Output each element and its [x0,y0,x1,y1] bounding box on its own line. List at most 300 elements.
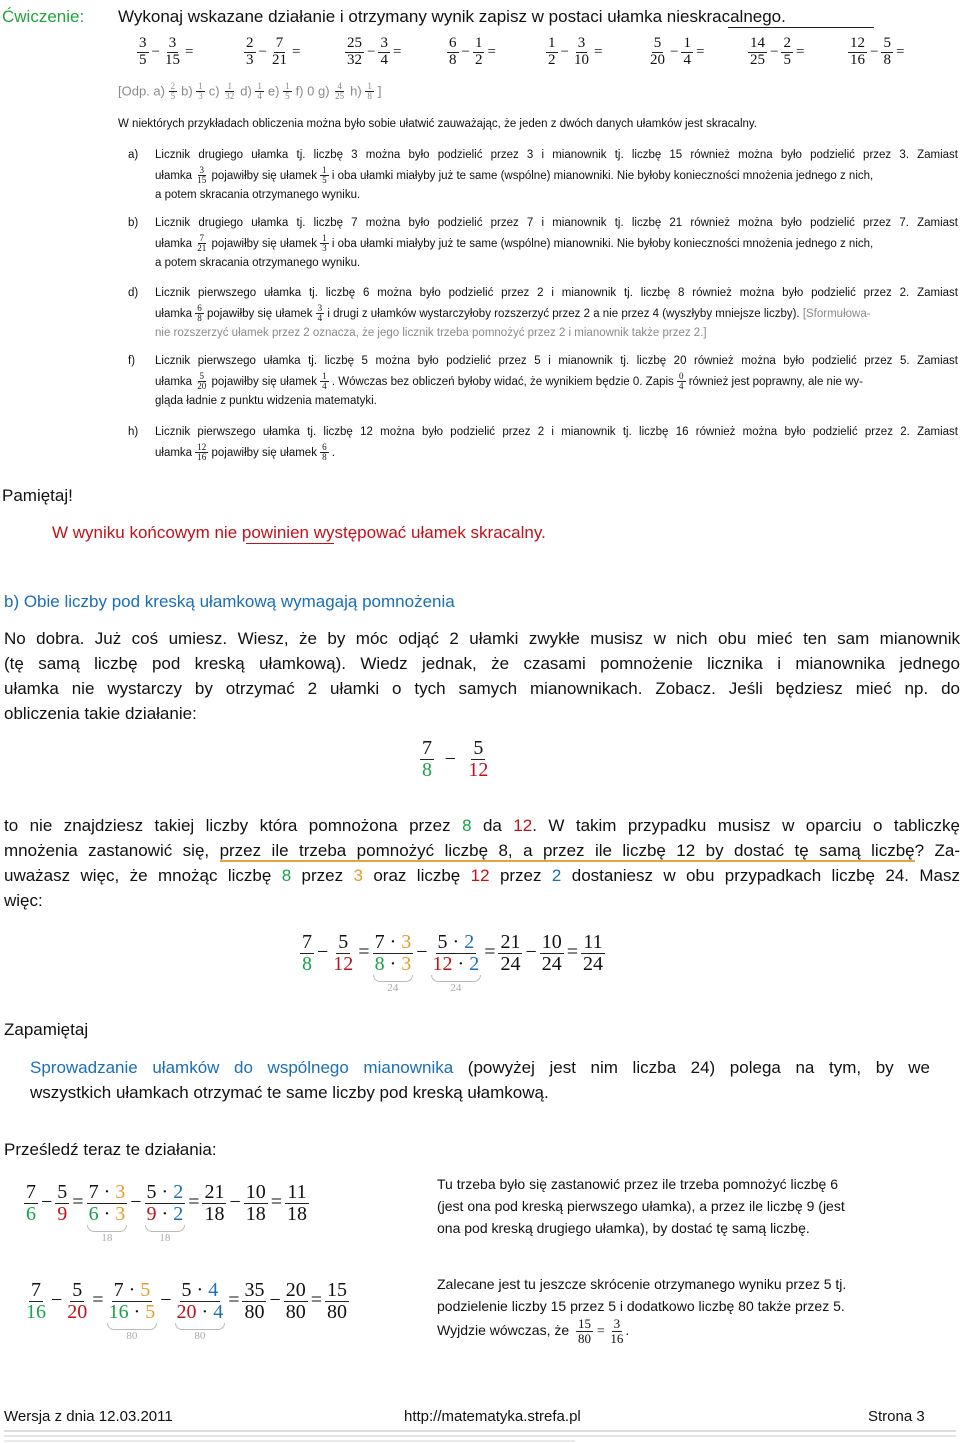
hint-line: a potem skracania otrzymanego wyniku. [155,188,361,201]
exercise-item [345,36,404,69]
example-2 [300,931,605,994]
operator: − [51,1288,63,1311]
fraction [163,36,182,69]
numerator: 3 [199,165,205,175]
denominator: 15 [164,51,180,68]
numerator: 2 [246,35,254,51]
text: pojawiłby się ułamek [203,307,316,320]
numerator: 7 · 3 [88,1181,126,1203]
denominator: 8 [449,51,457,68]
exercise-item [244,36,303,69]
denominator: 24 [583,953,604,975]
denominator: 21 [271,51,287,68]
numerator: 11 [287,1181,307,1203]
operator: = [270,1190,283,1213]
hint-line: nie rozszerzyć ułamek przez 2 oznacza, że jego licznik trzeba pomnożyć przez 2 i mianownik także przez 2.] [155,326,707,339]
answer-label: c) [208,83,224,99]
operator: − [160,1288,172,1311]
denominator: 21 [197,243,207,254]
numerator: 1 [322,165,327,175]
expanded-fraction [87,1181,128,1244]
numerator: 3 [380,35,388,51]
brace-annotation: 18 [145,1225,186,1244]
text: mnożenia zastanowić się, [4,841,220,860]
text: ułamka [155,375,196,388]
numerator: 21 [500,931,521,953]
operator: = [392,44,402,61]
text: i drugi z ułamków wystarczyłoby rozszerzyć przez 2 a nie przez 4 (wyszłyby mniejsze liczby). [324,307,800,320]
operator: = [72,1190,84,1213]
denominator: 16 [26,1301,46,1323]
operator: = [795,44,805,61]
text-underline [728,27,874,28]
hint-line [155,443,958,463]
denominator: 8 [197,313,202,324]
fraction [316,304,325,324]
answer-label: g) [317,83,334,99]
answers-line [118,82,381,102]
text: 8 [462,816,472,835]
denominator: 9 [57,1203,68,1225]
fraction [283,82,292,102]
operator: = [184,44,194,61]
operator: = [228,1288,240,1311]
text: ułamka [155,169,196,182]
numerator: 5 [473,737,484,759]
hint-intro: W niektórych przykładach obliczenia można było sobie ułatwić zauważając, że jeden z dwóch danych ułamków jest skracalny. [118,118,757,130]
operator: − [130,1190,142,1213]
denominator: 25 [750,51,765,68]
fraction [331,932,355,975]
denominator: 10 [573,51,589,68]
numerator: 11 [583,931,603,953]
fraction [320,443,329,463]
text: . [328,446,336,459]
para-line: (tę samą liczbę pod kreską ułamkową). Wiedz jednak, że czasami pomnożenie licznika i mianownika jednego [4,654,960,673]
denominator: 8 [322,452,327,463]
text: ułamka [155,237,196,250]
brace-annotation: 24 [431,975,482,994]
exercise-instruction [118,7,786,27]
denominator: 4 [380,51,388,68]
hint-line [155,372,958,392]
brace-annotation: 80 [107,1323,158,1342]
hint-letter: h) [128,426,139,438]
para-line: No dobra. Już coś umiesz. Wiesz, że by móc odjąć 2 ułamki zwykłe musisz w nich obu mieć ten sam mianownik [4,629,960,648]
fraction [223,82,236,102]
answer-label: b) [181,83,197,99]
numerator: 6 [197,303,202,313]
fraction [325,1280,349,1323]
numerator: 25 [347,35,362,51]
fraction [300,932,314,975]
fraction [169,82,178,102]
fraction [24,1182,38,1225]
operator: − [525,940,537,963]
denominator: 5 [285,91,290,102]
denominator: 80 [327,1301,348,1323]
text: również jest poprawny, ale nie wy- [685,375,863,388]
denominator: 9 · 2 [146,1203,184,1225]
denominator: 32 [347,51,362,68]
text: pojawiłby się ułamek [208,446,321,459]
denominator: 5 [783,51,791,68]
fraction [284,1280,308,1323]
text: pojawiłby się ułamek [208,237,321,250]
expanded-fraction [145,1181,186,1244]
numerator: 7 · 3 [374,931,412,953]
denominator: 15 [197,175,207,186]
example-1: $\frac{7}{8}$ − $\frac{5}{12}$ [422,737,489,781]
numerator: 5 [199,371,205,381]
text: podzielenie liczby 15 przez 5 i dodatkowo liczbę 80 także przez 5. [437,1298,845,1314]
text: wszystkich ułamkach otrzymać te same liczby pod kreską ułamkową. [30,1083,549,1102]
exercise-item [447,36,499,69]
answers-suffix: ] [377,83,382,99]
example-4 [24,1279,349,1342]
denominator: 12 [333,953,354,975]
text: Zalecane jest tu jeszcze skrócenie otrzymanego wyniku przez 5 tj. [437,1276,847,1292]
trace-label: Prześledź teraz te działania: [4,1140,217,1159]
fraction [195,234,208,254]
operator: = [291,44,301,61]
text: oraz liczbę [362,866,471,885]
denominator: 24 [541,953,562,975]
numerator: 1 [227,81,232,91]
denominator: 8 [883,51,891,68]
fraction [285,1182,309,1225]
numerator: 21 [204,1181,225,1203]
note-1 [437,1173,937,1239]
denominator: 18 [245,1203,266,1225]
denominator: 8 [422,759,432,781]
note-2: Zalecane jest tu jeszcze skrócenie otrzymanego wyniku przez 5 tj. podzielenie liczby 15 przez 5 i dodatkowo liczbę 80 także przez 5. Wyjdzie wówczas, że $\frac{15}{80}$ = $\frac{3}{16}$ . [437,1273,957,1345]
text: . Wówczas bez obliczeń byłoby widać, że wynikiem będzie 0. Zapis [328,375,674,388]
answer-label: h) [350,83,366,99]
para-line: ułamka nie wystarczy by otrzymać 2 ułamki o tych samych mianownikach. Zobacz. Jeśli będziesz mieć np. do [4,679,960,698]
numerator: 3 [577,35,586,51]
denominator: 8 [367,91,372,102]
text: (powyżej jest nim liczba 24) polega na tym, by we [453,1058,930,1077]
numerator: 1 [548,35,556,51]
fraction [681,36,693,69]
footer-url[interactable]: http://matematyka.strefa.pl [404,1408,581,1425]
remember-text: W wyniku końcowym nie powinien występować ułamek skracalny. [52,523,546,542]
hint-letter: b) [128,217,139,229]
numerator: 1 [198,81,203,91]
exercise-item [648,36,707,69]
operator: − [367,44,376,61]
denominator: 5 [322,175,327,186]
fraction [195,166,208,186]
numerator: 35 [244,1279,265,1301]
operator: − [269,1288,281,1311]
numerator: 5 · 4 [181,1279,219,1301]
zapamietaj-label: Zapamiętaj [4,1020,89,1039]
hint-line: a potem skracania otrzymanego wyniku. [155,256,361,269]
text: i oba ułamki miałyby już te same (wspólne) mianowniki. Nie byłoby konieczności mnożenia jednego z nich, [328,169,874,182]
fraction [244,1182,268,1225]
numerator: 5 [883,35,891,51]
hint-line [155,234,958,254]
exercise-item [137,36,196,69]
expanded-fraction [107,1279,158,1342]
denominator: 8 · 3 [374,953,412,975]
numerator: 10 [541,931,562,953]
numerator: 7 [31,1279,41,1301]
section-title: b) Obie liczby pod kreską ułamkową wymagają pomnożenia [4,592,455,611]
numerator: 15 [578,1316,592,1331]
fraction [540,932,564,975]
denominator: 3 [198,91,203,102]
denominator: 32 [225,91,235,102]
denominator: 16 [610,1330,624,1346]
numerator: 6 [449,35,457,51]
numerator: 12 [197,442,207,452]
numerator: 15 [327,1279,348,1301]
fraction [781,36,793,69]
text: i oba ułamki miałyby już te same (wspólne) mianowniki. Nie byłoby konieczności mnożenia jednego z nich, [328,237,874,250]
remember-label: Pamiętaj! [2,486,73,505]
text: 12 [470,866,490,885]
numerator: 3 [139,35,147,51]
denominator: 6 [26,1203,36,1225]
operator: − [416,940,428,963]
denominator: 16 · 5 [108,1301,156,1323]
denominator: 4 [322,381,327,392]
operator: = [188,1190,200,1213]
denominator: 3 [322,243,327,254]
numerator: 3 [613,1316,621,1331]
fraction [255,82,264,102]
fraction [55,1182,69,1225]
denominator: 24 [500,953,521,975]
fraction [345,36,364,69]
hint-line: Licznik pierwszego ułamka tj. liczbę 5 można było podzielić przez 5 i mianownik tj. liczbę 20 również można było podzielić przez 5. Zamiast [155,355,958,367]
numerator: 7 [422,737,432,759]
operator: − [770,44,779,61]
exercise-text: Wykonaj wskazane działanie i otrzymany wynik zapisz w postaci ułamka nieskracalnego. [118,7,786,26]
numerator: 5 · 2 [146,1181,184,1203]
denominator: 4 [683,51,691,68]
denominator: 80 [244,1301,265,1323]
text: 2 [551,866,562,885]
numerator: 1 [322,233,327,243]
operator: − [229,1190,241,1213]
fraction [195,304,204,324]
numerator: 12 [850,35,865,51]
answer-label: f) [295,83,308,99]
denominator: 4 [679,381,684,392]
text: Tu trzeba było się zastanowić przez ile trzeba pomnożyć liczbę 6 [437,1176,838,1192]
numerator: 1 [367,81,372,91]
numerator: 5 [72,1279,83,1301]
operator: − [870,44,879,61]
remember-underline [246,543,334,544]
fraction [65,1280,89,1323]
text: przez [291,866,354,885]
text: ułamka [155,446,196,459]
numerator: 5 [338,931,349,953]
fraction [24,1280,48,1323]
hint-line: gląda ładnie z punktu widzenia matematyki. [155,394,377,407]
operator: − [461,44,470,61]
fraction [546,36,558,69]
highlighted-question: przez ile trzeba pomnożyć liczbę 8, a przez ile liczbę 12 by dostać tę samą liczbę [219,841,915,860]
hint-letter: f) [128,355,136,367]
denominator: 5 [170,91,176,102]
text: to nie znajdziesz takiej liczby która pomnożona przez [4,816,463,835]
fraction [270,36,289,69]
fraction [320,166,329,186]
fraction [320,234,329,254]
zapamietaj-text [30,1055,930,1105]
para-line: obliczenia takie działanie: [4,704,197,723]
answer-value: 0 [307,83,318,99]
operator: − [41,1190,53,1213]
fraction [473,36,485,69]
denominator: 6 · 3 [88,1203,126,1225]
numerator: 2 [783,35,791,51]
hint-line: Licznik pierwszego ułamka tj. liczbę 6 można było podzielić przez 2 i mianownik tj. liczbę 8 również można było podzielić przez 2. Zamiast [155,287,958,299]
fraction [320,372,329,392]
fraction [137,36,149,69]
denominator: 4 [257,91,262,102]
operator: − [258,44,267,61]
denominator: 18 [287,1203,308,1225]
text: 8 [281,866,292,885]
numerator: 6 [322,442,327,452]
answer-label: d) [240,83,256,99]
brace-annotation: 18 [87,1225,128,1244]
text: [Sformułowa- [799,307,871,320]
fraction [378,36,390,69]
expanded-fraction [175,1279,226,1342]
text: . W takim przypadku musisz w oparciu o tabliczkę [532,816,960,835]
numerator: 0 [679,371,684,381]
fraction [748,36,767,69]
text: przez [489,866,552,885]
brace-annotation: 80 [175,1323,226,1342]
fraction [365,82,374,102]
paragraph-explanation [4,813,960,913]
denominator: 8 [302,953,312,975]
numerator: 1 [474,35,483,51]
numerator: 3 [168,35,177,51]
fraction [195,372,208,392]
exercise-item [848,36,907,69]
text: ? Za- [914,841,960,860]
answer-label: a) [153,83,169,99]
fraction [333,82,346,102]
text: pojawiłby się ułamek [208,375,321,388]
example-3 [24,1181,309,1244]
operator: = [310,1288,323,1311]
text: (jest ona pod kreską pierwszego ułamka), a przez ile liczbę 9 (jest [437,1198,845,1214]
text: dostaniesz w obu przypadkach liczbę 24. Masz [561,866,960,885]
footer-page: Strona 3 [868,1408,925,1425]
expanded-fraction [373,931,414,994]
denominator: 5 [139,51,147,68]
operator: − [151,44,160,61]
fraction [202,1182,226,1225]
numerator: 7 [199,233,205,243]
operator: = [92,1288,104,1311]
operator: = [695,44,705,61]
denominator: 20 [197,381,207,392]
fraction [195,443,208,463]
fraction [848,36,867,69]
expanded-fraction [431,931,482,994]
denominator: 2 [548,51,556,68]
hint-line [155,304,958,324]
fraction [498,932,522,975]
text: 12 [513,816,533,835]
denominator: 12 · 2 [432,953,480,975]
numerator: 5 [653,35,662,51]
denominator: 20 [650,51,665,68]
fraction [196,82,205,102]
numerator: 5 [57,1181,68,1203]
numerator: 14 [750,35,765,51]
text: uważasz więc, że mnożąc liczbę [4,866,282,885]
numerator: 1 [285,81,290,91]
text: 3 [353,866,363,885]
fraction [677,372,686,392]
text: ułamka [155,307,196,320]
operator: = [358,940,370,963]
operator: = [487,44,496,61]
numerator: 10 [245,1181,266,1203]
denominator: 12 [468,759,489,781]
numerator: 7 [26,1181,36,1203]
denominator: 16 [850,51,865,68]
denominator: 4 [317,313,323,324]
fraction [572,36,591,69]
operator: = [593,44,603,61]
numerator: 7 [275,35,284,51]
numerator: 5 · 2 [437,931,475,953]
operator: − [560,44,569,61]
operator: − [317,940,329,963]
numerator: 4 [337,81,342,91]
text: Wyjdzie wówczas, że [437,1321,570,1338]
fraction [447,36,459,69]
denominator: 16 [197,452,207,463]
paragraph-intro [4,626,960,726]
text: pojawiłby się ułamek [208,169,321,182]
numerator: 1 [257,81,262,91]
footer-version: Wersja z dnia 12.03.2011 [4,1408,173,1425]
fraction [244,36,256,69]
fraction [881,36,893,69]
denominator: 3 [246,51,254,68]
operator: = [566,940,579,963]
text: da [471,816,514,835]
denominator: 2 [474,51,483,68]
fraction [648,36,667,69]
hint-line [155,166,958,186]
numerator: 20 [285,1279,306,1301]
answers-prefix: [Odp. [118,83,154,99]
denominator: 80 [578,1330,592,1346]
exercise-label: Ćwiczenie: [2,7,85,26]
hint-letter: a) [128,149,139,161]
hint-line: Licznik pierwszego ułamka tj. liczbę 12 można było podzielić przez 2 i mianownik tj. liczbę 16 również można było podzielić przez 2. Zamiast [155,426,958,438]
exercise-item [748,36,807,69]
hint-line: Licznik drugiego ułamka tj. liczbę 7 można było podzielić przez 7 i mianownik tj. liczbę 21 również można było podzielić przez 7. Zamiast [155,217,958,229]
numerator: 3 [317,303,323,313]
